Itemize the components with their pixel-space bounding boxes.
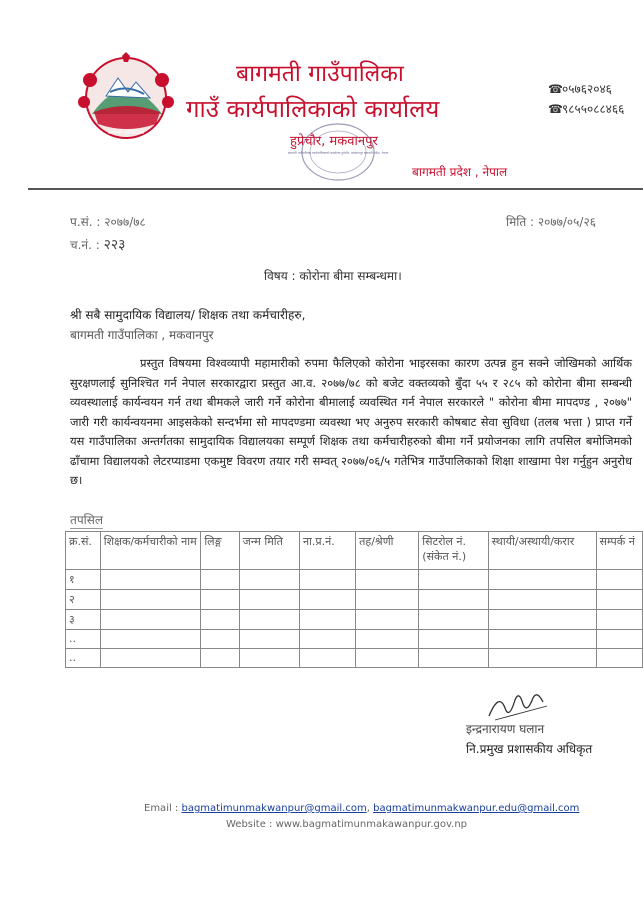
patra-value: २०७७/७८ xyxy=(104,215,146,229)
table-header-row xyxy=(66,532,643,570)
row-sn: १ xyxy=(66,570,101,590)
col-level: तह/श्रेणी xyxy=(356,532,419,570)
email-label: Email : xyxy=(144,803,179,814)
col-contact: सम्पर्क नं xyxy=(596,532,642,570)
chalani-number xyxy=(70,235,125,254)
table-caption: तपसिल xyxy=(70,513,104,527)
org-name: बागमती गाउँपालिका xyxy=(236,61,404,87)
phone-landline xyxy=(548,80,612,97)
col-name: शिक्षक/कर्मचारीको नाम xyxy=(100,532,201,570)
signer-title: नि.प्रमुख प्रशासकीय अधिकृत xyxy=(466,742,593,756)
col-sheetroll: सिटरोल नं. (संकेत नं.) xyxy=(419,532,488,570)
telephone-icon: ☎ xyxy=(548,102,563,116)
email-separator: , xyxy=(366,803,370,814)
col-dob: जन्म मिति xyxy=(239,532,299,570)
table-row xyxy=(66,610,643,630)
footer-website xyxy=(226,819,467,830)
website-url[interactable]: www.bagmatimunmakawanpur.gov.np xyxy=(275,819,468,830)
phone-number: ९८५५०८८४६६ xyxy=(562,102,625,116)
letter-body: प्रस्तुत विषयमा विश्वव्यापी महामारीको रुपमा फैलिएको कोरोना भाइरसका कारण उत्पन्न हुन सक्ने जोखिमको आर्थिक सुरक्षणलाई सुनिश्चित गर्न नेपाल सरकारद्वारा प्रस्तुत आ.व. २०७७/७८ को बजेट वक्तव्यको बुँदा ५५ र २८५ को कोरोना बीमा सम्बन्धी व्यवस्थालाई कार्यन्वयन गर्न तथा बीमकले जारी गर्ने कोरोना बीमालाई व्यवस्थित गर्न नेपाल सरकारले " कोरोना बीमा मापदण्ड , २०७७" जारी गरी कार्यन्वयनमा आइसकेको सन्दर्भमा सो मापदण्डमा व्यवस्था भए अनुरुप सरकारी कोषबाट सेवा सुविधा (तलब भत्ता ) प्राप्त गर्ने यस गाउँपालिका अन्तर्गतका सामुदायिक विद्यालयका सम्पूर्ण शिक्षक तथा कर्मचारीहरुको बीमा गर्ने प्रयोजनका लागि तपसिल बमोजिमको ढाँचामा विद्यालयको लेटरप्याडमा एकमुष्ट विवरण तयार गरी सम्वत् २०७७/०६/५ गतेभित्र गाउँपालिकाको शिक्षा शाखामा पेश गर्नुहुन अनुरोध छ। xyxy=(70,356,632,487)
date-value: २०७७/०५/२६ xyxy=(537,215,596,229)
table-row xyxy=(66,590,643,610)
website-label: Website : xyxy=(226,819,273,830)
email-link-primary[interactable]: bagmatimunmakwanpur@gmail.com xyxy=(181,803,367,814)
subject-text: कोरोना बीमा सम्बन्धमा। xyxy=(299,269,402,283)
signature-mark xyxy=(485,686,555,722)
subject-line xyxy=(264,267,402,284)
col-sn: क्र.सं. xyxy=(66,532,101,570)
col-gender: लिङ्ग xyxy=(201,532,239,570)
office-address: हुप्रेचौर, मकवानपुर xyxy=(290,134,378,149)
date-label: मिति : xyxy=(506,215,535,229)
recipient-line2: बागमती गाउँपालिका , मकवानपुर xyxy=(70,328,214,342)
nepal-emblem xyxy=(70,52,182,144)
patra-sankhya xyxy=(70,213,146,230)
row-sn: ३ xyxy=(66,610,101,630)
table-row xyxy=(66,649,643,668)
col-citizenship: ना.प्र.नं. xyxy=(299,532,355,570)
recipient-line1: श्री सबै सामुदायिक विद्यालय/ शिक्षक तथा कर्मचारीहरु, xyxy=(70,308,306,322)
col-status: स्थायी/अस्थायी/करार xyxy=(488,532,596,570)
patra-label: प.सं. : xyxy=(70,215,101,229)
chalani-label: च.नं. : xyxy=(70,238,100,252)
row-sn: .. xyxy=(66,630,101,649)
row-sn: २ xyxy=(66,590,101,610)
office-stamp xyxy=(287,120,389,184)
details-table xyxy=(65,531,643,668)
signer-name: इन्द्रनारायण घलान xyxy=(466,722,545,736)
stamp-text: बागमती गाउँपालिका कार्यपालिकाको कार्यालय हुप्रेचौर, मकवानपुर बागमती प्रदेश, नेपाल xyxy=(287,151,389,155)
province-label: बागमती प्रदेश , नेपाल xyxy=(412,165,508,179)
phone-mobile xyxy=(548,100,624,117)
emblem-text: बागमती गाउँपालिका xyxy=(107,130,145,136)
row-sn: .. xyxy=(66,649,101,668)
header-divider xyxy=(28,188,643,190)
table-row xyxy=(66,630,643,649)
subject-label: विषय : xyxy=(264,269,296,283)
chalani-value: २२३ xyxy=(103,237,126,253)
footer-email xyxy=(144,803,579,814)
office-name: गाउँ कार्यपालिकाको कार्यालय xyxy=(186,95,440,123)
phone-number: ०५७६२०४६ xyxy=(562,82,612,96)
email-link-education[interactable]: bagmatimunmakwanpur.edu@gmail.com xyxy=(373,803,580,814)
telephone-icon: ☎ xyxy=(548,82,563,96)
letter-date xyxy=(506,213,596,230)
table-row xyxy=(66,570,643,590)
